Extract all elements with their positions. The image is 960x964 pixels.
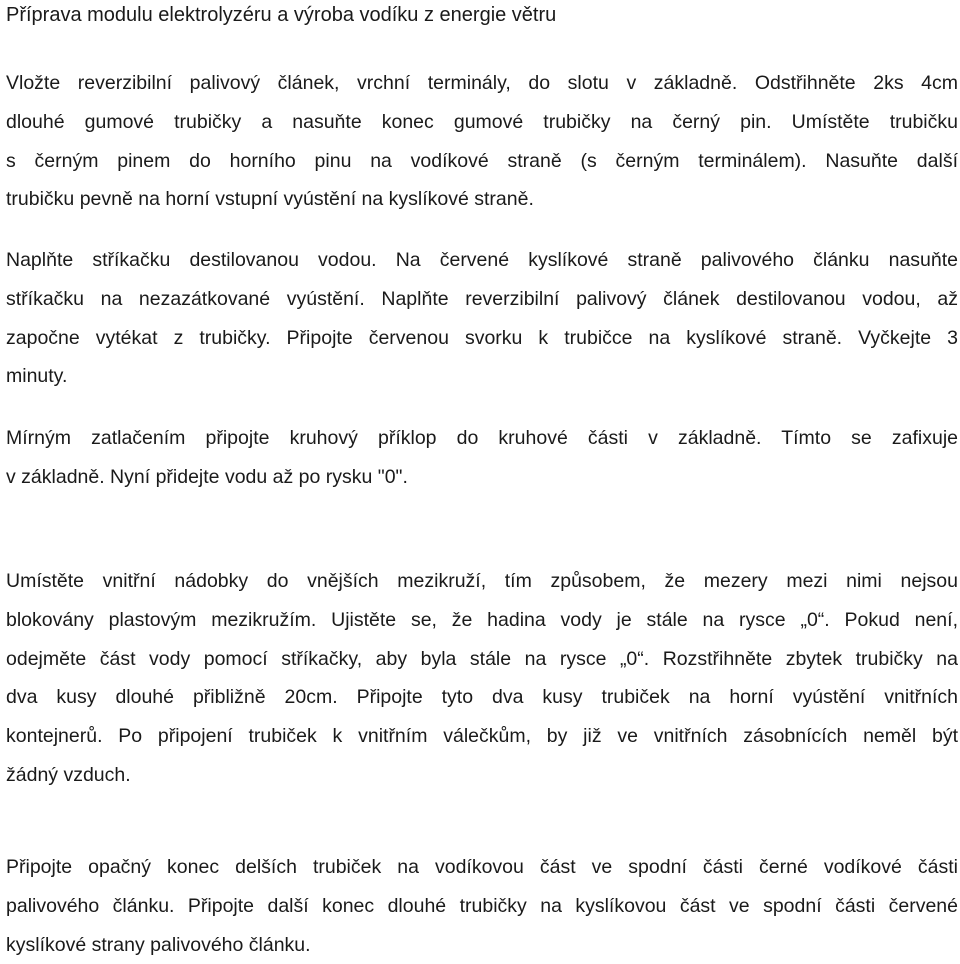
paragraph-insert-fuel-cell bbox=[6, 64, 958, 219]
paragraph-attach-lid bbox=[6, 419, 958, 497]
text-line: s černým pinem do horního pinu na vodíkové straně (s černým terminálem). Nasuňte další bbox=[6, 149, 958, 172]
text-line: Umístěte vnitřní nádobky do vnějších mezikruží, tím způsobem, že mezery mezi nimi nejsou bbox=[6, 570, 958, 592]
text-line: trubičku pevně na horní vstupní vyústění na kyslíkové straně. bbox=[6, 188, 534, 211]
text-line: dva kusy dlouhé přibližně 20cm. Připojte tyto dva kusy trubiček na horní vyústění vnitřních bbox=[6, 686, 958, 709]
document-title: Příprava modulu elektrolyzéru a výroba vodíku z energie větru bbox=[6, 4, 557, 26]
text-line: Mírným zatlačením připojte kruhový příklop do kruhové části v základně. Tímto se zafixuje bbox=[6, 427, 958, 449]
text-line: minuty. bbox=[6, 365, 68, 388]
text-line: palivového článku. Připojte další konec dlouhé trubičky na kyslíkovou část ve spodní části červené bbox=[6, 894, 958, 917]
text-line: kyslíkové strany palivového článku. bbox=[6, 933, 311, 956]
text-line: započne vytékat z trubičky. Připojte červenou svorku k trubičce na kyslíkové straně. Vyčkejte 3 bbox=[6, 326, 958, 349]
paragraph-connect-tubes bbox=[6, 848, 958, 964]
text-line: kontejnerů. Po připojení trubiček k vnitřním válečkům, by již ve vnitřních zásobnících neměl být bbox=[6, 725, 958, 748]
text-line: blokovány plastovým mezikružím. Ujistěte se, že hadina vody je stále na rysce „0“. Pokud není, bbox=[6, 608, 958, 631]
text-line: Naplňte stříkačku destilovanou vodou. Na červené kyslíkové straně palivového článku nasuňte bbox=[6, 249, 958, 271]
paragraph-inner-containers bbox=[6, 562, 958, 795]
text-line: stříkačku na nezazátkované vyústění. Naplňte reverzibilní palivový článek destilovanou vodou, až bbox=[6, 287, 958, 310]
text-line: dlouhé gumové trubičky a nasuňte konec gumové trubičky na černý pin. Umístěte trubičku bbox=[6, 110, 958, 133]
text-line: v základně. Nyní přidejte vodu až po rysku "0". bbox=[6, 465, 408, 488]
paragraph-fill-syringe bbox=[6, 241, 958, 396]
text-line: Vložte reverzibilní palivový článek, vrchní terminály, do slotu v základně. Odstřihněte 2ks 4cm bbox=[6, 72, 958, 94]
text-line: Připojte opačný konec delších trubiček na vodíkovou část ve spodní části černé vodíkové části bbox=[6, 856, 958, 878]
text-line: žádný vzduch. bbox=[6, 763, 131, 786]
text-line: odejměte část vody pomocí stříkačky, aby byla stále na rysce „0“. Rozstřihněte zbytek trubičky na bbox=[6, 647, 958, 670]
